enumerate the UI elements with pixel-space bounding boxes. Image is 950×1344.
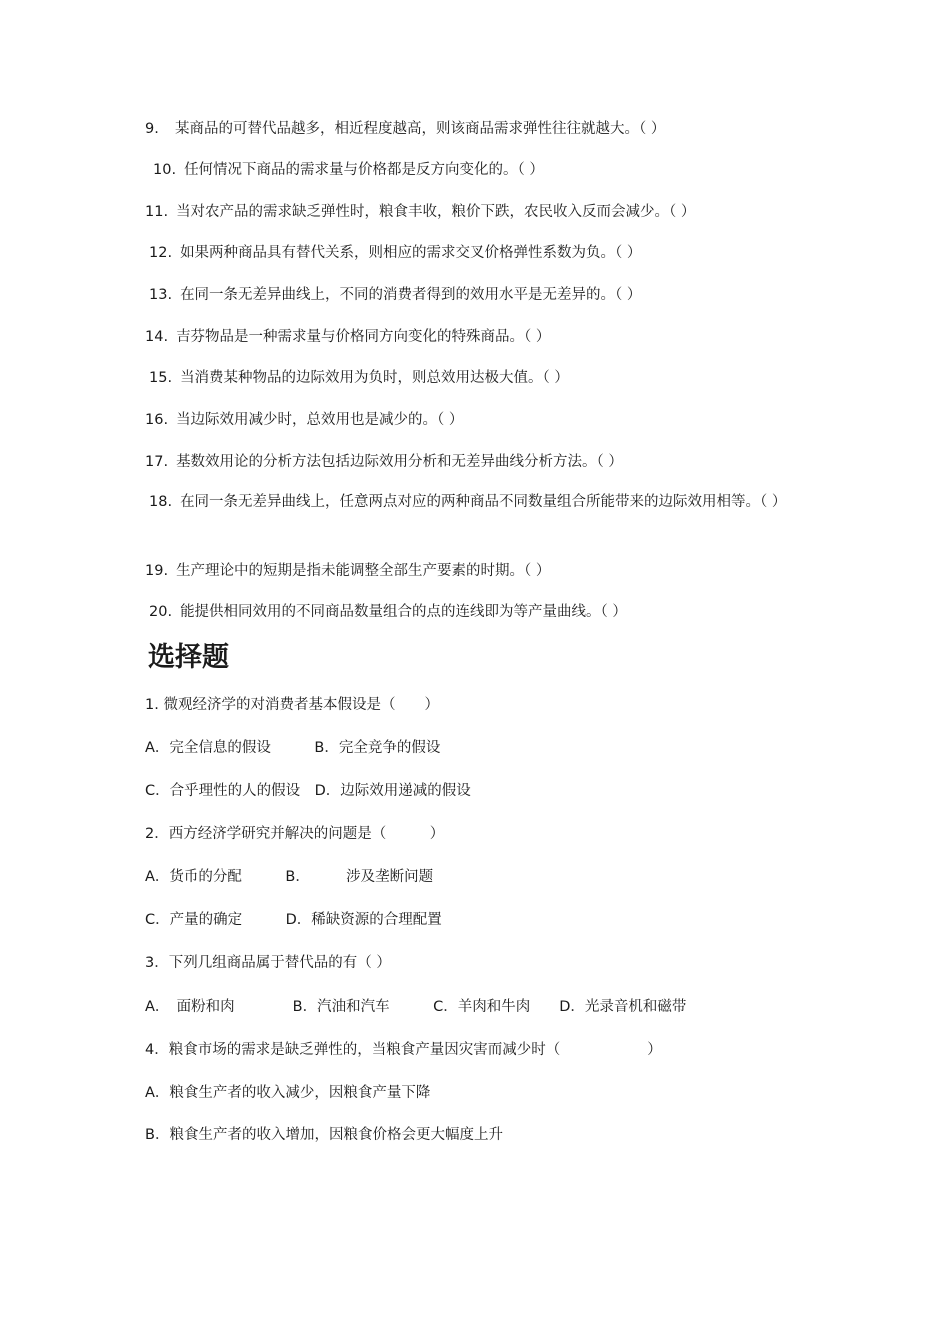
question-17 <box>145 452 623 472</box>
question-text: 在同一条无差异曲线上，不同的消费者得到的效用水平是无差异的。（ ） <box>180 287 642 303</box>
choice-options: A． 面粉和肉 B．汽油和汽车 C．羊肉和牛肉 D．光录音机和磁带 <box>145 999 687 1015</box>
question-13 <box>149 285 641 305</box>
question-number: 9. <box>145 121 159 137</box>
question-number: 19. <box>145 563 169 579</box>
question-text: 在同一条无差异曲线上，任意两点对应的两种商品不同数量组合所能带来的边际效用相等。（ ） <box>180 494 787 510</box>
question-text: 生产理论中的短期是指未能调整全部生产要素的时期。（ ） <box>176 563 551 579</box>
question-9 <box>145 119 665 139</box>
choice-options: A．完全信息的假设 B．完全竞争的假设 <box>145 740 441 756</box>
question-11 <box>145 202 695 222</box>
question-text: 当对农产品的需求缺乏弹性时，粮食丰收，粮价下跌，农民收入反而会减少。（ ） <box>176 204 696 220</box>
choice-option: A．粮食生产者的收入减少，因粮食产量下降 <box>145 1085 431 1101</box>
choice-options: C．产量的确定 D．稀缺资源的合理配置 <box>145 912 442 928</box>
question-number: 18. <box>149 494 173 510</box>
question-number: 12. <box>149 245 173 261</box>
question-text: 能提供相同效用的不同商品数量组合的点的连线即为等产量曲线。（ ） <box>180 604 627 620</box>
question-16 <box>145 410 463 430</box>
question-text: 当边际效用减少时，总效用也是减少的。（ ） <box>176 412 464 428</box>
question-text: 当消费某种物品的边际效用为负时，则总效用达极大值。（ ） <box>180 370 569 386</box>
choice-options: C．合乎理性的人的假设 D．边际效用递减的假设 <box>145 783 471 799</box>
question-12 <box>149 243 641 263</box>
question-text: 基数效用论的分析方法包括边际效用分析和无差异曲线分析方法。（ ） <box>176 454 623 470</box>
choice-options: A．货币的分配 B． 涉及垄断问题 <box>145 869 434 885</box>
section-heading: 选择题 <box>148 642 229 673</box>
question-14 <box>145 327 550 347</box>
question-text: 如果两种商品具有替代关系，则相应的需求交叉价格弹性系数为负。（ ） <box>180 245 642 261</box>
question-number: 16. <box>145 412 169 428</box>
question-text: 某商品的可替代品越多，相近程度越高，则该商品需求弹性往往就越大。（ ） <box>175 121 666 137</box>
choice-option: B．粮食生产者的收入增加，因粮食价格会更大幅度上升 <box>145 1127 503 1143</box>
choice-question-2: 2．西方经济学研究并解决的问题是（ ） <box>145 826 445 842</box>
question-15 <box>149 368 569 388</box>
question-number: 17. <box>145 454 169 470</box>
question-number: 14. <box>145 329 169 345</box>
question-19 <box>145 561 550 581</box>
question-number: 10. <box>153 162 177 178</box>
question-text: 吉芬物品是一种需求量与价格同方向变化的特殊商品。（ ） <box>176 329 551 345</box>
question-text: 任何情况下商品的需求量与价格都是反方向变化的。（ ） <box>184 162 544 178</box>
question-number: 13. <box>149 287 173 303</box>
question-20 <box>149 602 627 622</box>
question-10 <box>153 160 544 180</box>
question-18 <box>145 489 805 516</box>
choice-question-4: 4．粮食市场的需求是缺乏弹性的，当粮食产量因灾害而减少时（ ） <box>145 1042 662 1058</box>
choice-question-1: 1. 微观经济学的对消费者基本假设是（ ） <box>145 697 439 713</box>
choice-question-3: 3．下列几组商品属于替代品的有（ ） <box>145 955 391 971</box>
question-number: 15. <box>149 370 173 386</box>
question-number: 20. <box>149 604 173 620</box>
question-number: 11. <box>145 204 169 220</box>
